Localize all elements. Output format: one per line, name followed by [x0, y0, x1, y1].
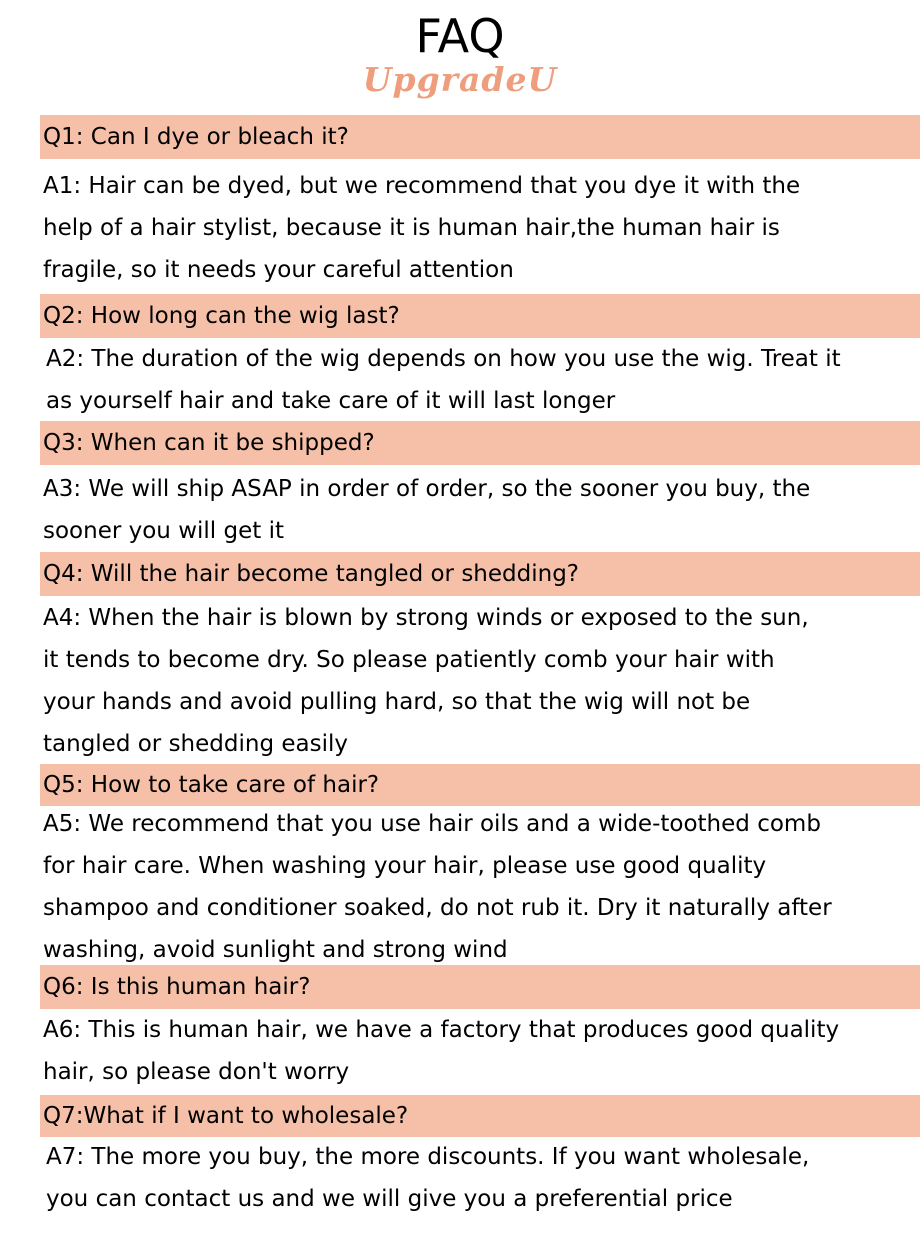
faq-question-6: Q6: Is this human hair?	[40, 965, 920, 1009]
faq-answer-line: shampoo and conditioner soaked, do not rub it. Dry it naturally after	[43, 895, 832, 921]
faq-answer-line: for hair care. When washing your hair, please use good quality	[43, 853, 767, 879]
faq-question-4: Q4: Will the hair become tangled or shedding?	[40, 552, 920, 596]
faq-question-2: Q2: How long can the wig last?	[40, 294, 920, 338]
faq-answer-line: fragile, so it needs your careful attention	[43, 257, 514, 283]
faq-question-7: Q7:What if I want to wholesale?	[40, 1095, 920, 1137]
faq-answer-line: A7: The more you buy, the more discounts. If you want wholesale,	[46, 1144, 810, 1170]
faq-answer-line: A5: We recommend that you use hair oils and a wide-toothed comb	[43, 811, 821, 837]
faq-answer-line: it tends to become dry. So please patiently comb your hair with	[43, 647, 775, 673]
faq-answer-line: washing, avoid sunlight and strong wind	[43, 937, 508, 963]
faq-answer-line: A3: We will ship ASAP in order of order, so the sooner you buy, the	[43, 476, 811, 502]
faq-answer-7	[46, 1136, 906, 1220]
page-title: FAQ	[415, 9, 505, 63]
faq-answer-5	[43, 803, 903, 971]
faq-answer-line: sooner you will get it	[43, 518, 284, 544]
faq-question-5: Q5: How to take care of hair?	[40, 764, 920, 806]
faq-answer-line: as yourself hair and take care of it will last longer	[46, 388, 616, 414]
faq-answer-line: A6: This is human hair, we have a factory that produces good quality	[43, 1017, 840, 1043]
faq-answer-line: hair, so please don't worry	[43, 1059, 350, 1085]
faq-answer-line: tangled or shedding easily	[43, 731, 348, 757]
faq-answer-3	[43, 468, 903, 552]
brand-logo: UpgradeU	[362, 60, 558, 99]
faq-question-1: Q1: Can I dye or bleach it?	[40, 115, 920, 159]
faq-answer-line: your hands and avoid pulling hard, so that the wig will not be	[43, 689, 751, 715]
faq-answer-1	[43, 165, 903, 291]
faq-answer-line: A4: When the hair is blown by strong winds or exposed to the sun,	[43, 605, 809, 631]
faq-answer-line: you can contact us and we will give you a preferential price	[46, 1186, 733, 1212]
faq-question-3: Q3: When can it be shipped?	[40, 421, 920, 465]
faq-answer-6	[43, 1009, 903, 1093]
faq-answer-4	[43, 597, 903, 765]
faq-answer-line: A1: Hair can be dyed, but we recommend that you dye it with the	[43, 173, 801, 199]
faq-answer-2	[46, 338, 906, 422]
faq-answer-line: help of a hair stylist, because it is human hair,the human hair is	[43, 215, 780, 241]
faq-answer-line: A2: The duration of the wig depends on how you use the wig. Treat it	[46, 346, 841, 372]
